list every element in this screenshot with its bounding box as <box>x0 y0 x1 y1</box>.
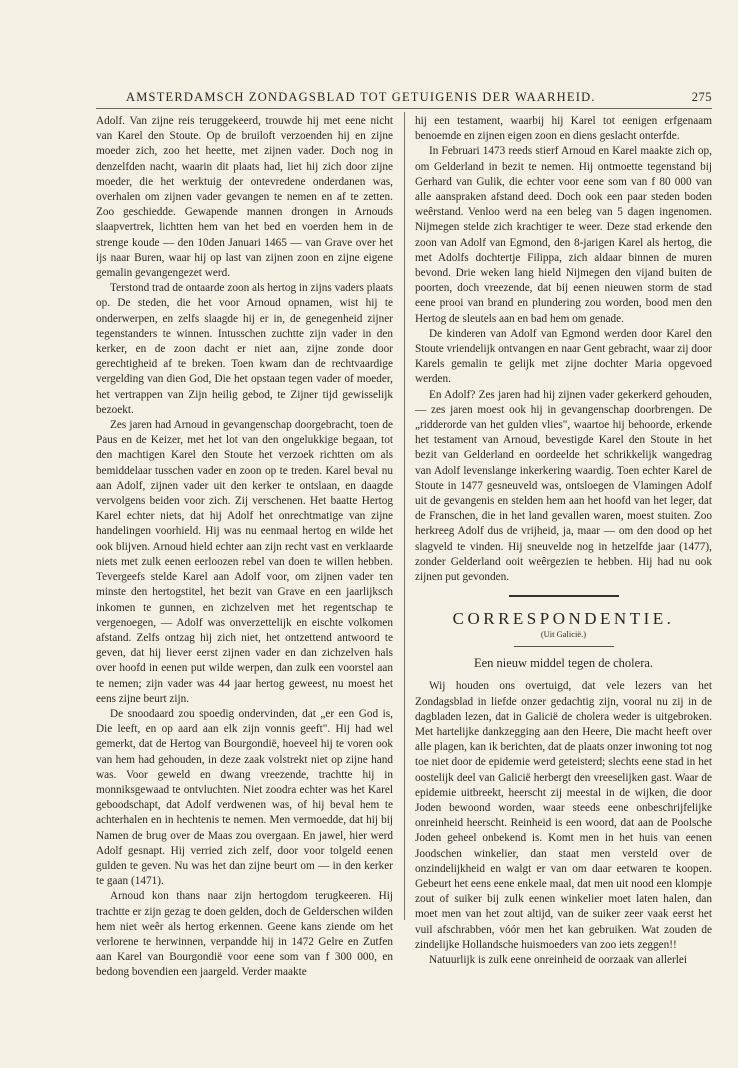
left-column <box>96 114 393 981</box>
paragraph: In Februari 1473 reeds stierf Arnoud en Karel maakte zich op, om Gelderland in bezit te nemen. Hij ontmoette tegenstand bij Gerhard van Gulik, die echter voor eene som van f 80 000 van alle aanspraken afstand deed. Doch ook een paar steden boden weêrstand. Venloo werd na een beleg van 5 dagen ingenomen. Nijmegen stelde zich krachtiger te weer. Deze stad erkende den zoon van Adolf van Egmond, den 8-jarigen Karel als hertog, die met Adolfs dochtertje Filippa, zich aldaar binnen de muren bevond. Drie weken lang hield Nijmegen den vijand buiten de poorten, doch vreezende, dat bij eenen nieuwen storm de stad eene prooi van brand en plundering zou worden, bood men den Hertog de sleutels aan en bad hem om genade. <box>415 145 712 325</box>
right-column <box>415 114 712 968</box>
paragraph: Terstond trad de ontaarde zoon als hertog in zijns vaders plaats op. De steden, die het voor Arnoud opnamen, wist hij te onderwerpen, en zelfs slaagde hij er in, de genegenheid zijner tegenstanders te winnen. Intusschen zuchtte zijn vader in den kerker, en de zoon dacht er niet aan, zijne zonde door gerechtigheid af te breken. Toen kwam dan de rechtvaardige vergelding van dien God, Die het opstaan tegen vader of moeder, het vertrappen van Zijn heilig gebod, te Zijner tijd gewisselijk bezoekt. <box>96 282 393 416</box>
header-rule <box>96 108 712 109</box>
paragraph: Arnoud kon thans naar zijn hertogdom terugkeeren. Hij trachtte er zijn gezag te doen gelden, doch de Gelderschen wilden hem niet weêr als hertog erkennen. Geene kans ziende om het verlorene te herwinnen, verpandde hij in 1472 Gelre en Zutfen aan Karel van Bourgondië voor eene som van f 300 000, en bedong bovendien een jaargeld. Verder maakte <box>96 890 393 979</box>
newspaper-page <box>96 86 712 979</box>
section-title: CORRESPONDENTIE. <box>452 609 675 629</box>
paragraph: Wij houden ons overtuigd, dat vele lezers van het Zondagsblad in liefde onzer gedachtig zijn, vooral nu zij in de dagbladen lezen, dat in Galicië de cholera weder is uitgebroken. Met hartelijke dankzegging aan den Heere, Die macht heeft over alle plagen, kan ik berichten, dat de plaats onzer inwoning tot nog toe niet door de epidemie werd geteisterd; slechts eene stad in het oostelijk deel van Galicië herbergt den vreeselijken gast. Waar de epidemie uitbreekt, heerscht zij meestal in de wijken, die door Joden bewoond worden, waar steeds eene onbeschrijfelijke onreinheid heerscht. Reinheid is een woord, dat aan de Poolsche Joden geheel onbekend is. Komt men in het huis van eenen Joodschen winkelier, dan staat men versteld over de onzindelijkheid en walgt er van om daar eetwaren te koopen. Gebeurt het eens eene enkele maal, dat men uit nood een klompje zout of suiker bij zulk eenen winkelier moet laten halen, dan moet men van het zout altijd, van de suiker zeer vaak eerst het vuil afschrabben, vóór men het kan gebruiken. Wat zouden de zindelijke Hollandsche huismoeders van zoo iets zeggen!! <box>415 680 712 951</box>
page-number: 275 <box>691 90 712 104</box>
publication-title: AMSTERDAMSCH ZONDAGSBLAD TOT GETUIGENIS DER WAARHEID. <box>126 90 596 104</box>
article-title: Een nieuw middel tegen de cholera. <box>473 656 654 671</box>
paragraph: De kinderen van Adolf van Egmond werden door Karel den Stoute vriendelijk ontvangen en naar Gent gebracht, waar zij door Karels gemalin te gelijk met zijne dochter Maria opgevoed werden. <box>415 327 712 386</box>
paragraph: De snoodaard zou spoedig ondervinden, dat „er een God is, Die leeft, en op aard aan elk zijn vonnis geeft". Hij had wel gemerkt, dat de Hertog van Bourgondië, hoeveel hij te voren ook van hem had gehouden, in deze zaak volstrekt niet op zijne hand was. Voor geweld en dwang vreezende, trachtte hij in monniksgewaad te ontvluchten. Niet zoodra echter was het Karel geboodschapt, dat Adolf verdwenen was, of hij beval hem te achterhalen en in hechtenis te nemen. Men vermoedde, dat hij bij Namen de brug over de Maas zou overgaan. En jawel, hier werd Adolf gesnapt. Hij verried zich zelf, door voor tolgeld eenen gulden te geven. Nu was het dan zijne beurt om — in den kerker te gaan (1471). <box>96 707 393 888</box>
paragraph: Adolf. Van zijne reis teruggekeerd, trouwde hij met eene nicht van Karel den Stoute. Op de bruiloft verzoenden hij en zijne moeder zich, zoo het heette, met zijnen vader. Doch nog in denzelfden nacht, waarin dit plaats had, liet hij zich door zijne moeder, die het werktuig der ontevredene onderdanen was, overhalen om zijnen vader gevangen te nemen en af te zetten. Zoo geschiedde. Gewapende mannen drongen in Arnouds slaapvertrek, lichtten hem van het bed en voerden hem in de strenge koude — den 10den Januari 1465 — van Grave over het ijs naar Buren, waar hij op last van zijnen zoon en zijne eigene gemalin gevangengezet werd. <box>96 115 393 280</box>
page-header <box>96 86 712 108</box>
section-underline <box>514 646 614 647</box>
column-divider <box>404 112 405 920</box>
paragraph: hij een testament, waarbij hij Karel tot eenigen erfgenaam benoemde en zijnen eigen zoon en diens geslacht onterfde. <box>415 115 712 143</box>
paragraph: Zes jaren had Arnoud in gevangenschap doorgebracht, toen de Paus en de Keizer, met het lot van den ongelukkige begaan, tot den machtigen Karel den Stoute het verzoek richtten om als bemiddelaar tusschen vader en zoon op te treden. Karel beval nu aan Adolf, zijnen vader uit den kerker te ontslaan, en daagde vervolgens beiden voor zich. Zij verschenen. Het baatte Hertog Karel echter niets, dat hij Adolf het onrechtmatige van zijne handelingen voorhield. Hij was nu eenmaal hertog en wilde het ook blijven. Arnoud hield echter aan zijn recht vast en verklaarde niets met zulk eenen eerloozen rebel van doen te willen hebben. Tevergeefs stelde Karel aan Adolf voor, om zijnen vader ten minste den hertogstitel, het bezit van Grave en een jaarlijksch inkomen te gunnen, en zichzelven met het regentschap te vergenoegen, — Adolf was onverzettelijk en eischte volkomen afstand. Zelfs ontzag hij zich niet, het ontzettend antwoord te geven, dat hij liever eerst zijnen vader en dan zichzelven hals over hoofd in eenen put wilde werpen, dan zulk een voorstel aan te nemen; zijn vader was 44 jaar hertog geweest, nu moest het eens zijne beurt zijn. <box>96 419 393 705</box>
paragraph: Natuurlijk is zulk eene onreinheid de oorzaak van allerlei <box>429 953 688 966</box>
section-subtitle: (Uit Galicië.) <box>540 629 587 640</box>
paragraph: En Adolf? Zes jaren had hij zijnen vader gekerkerd gehouden, — zes jaren moest ook hij in gevangenschap doorbrengen. De „ridderorde van het gulden vlies", waartoe hij behoorde, erkende het testament van Arnoud, bevestigde Karel den Stoute in het bezit van Gelderland en oordeelde het schrikkelijk wangedrag van Adolf levenslange inkerkering waardig. Toen echter Karel de Stoute in 1477 gesneuveld was, ontsloegen de Vlamingen Adolf uit de gevangenis en stelden hem aan het hoofd van het leger, dat de Franschen, die in het land gevallen waren, moest stuiten. Zoo herkreeg Adolf dus de vrijheid, ja, maar — om den dood op het slagveld te vinden. Hij sneuvelde nog in hetzelfde jaar (1477), zonder Gelderland ooit weêrgezien te hebben. Hij had nu ook zijnen put gevonden. <box>415 388 712 584</box>
section-rule <box>509 595 619 597</box>
